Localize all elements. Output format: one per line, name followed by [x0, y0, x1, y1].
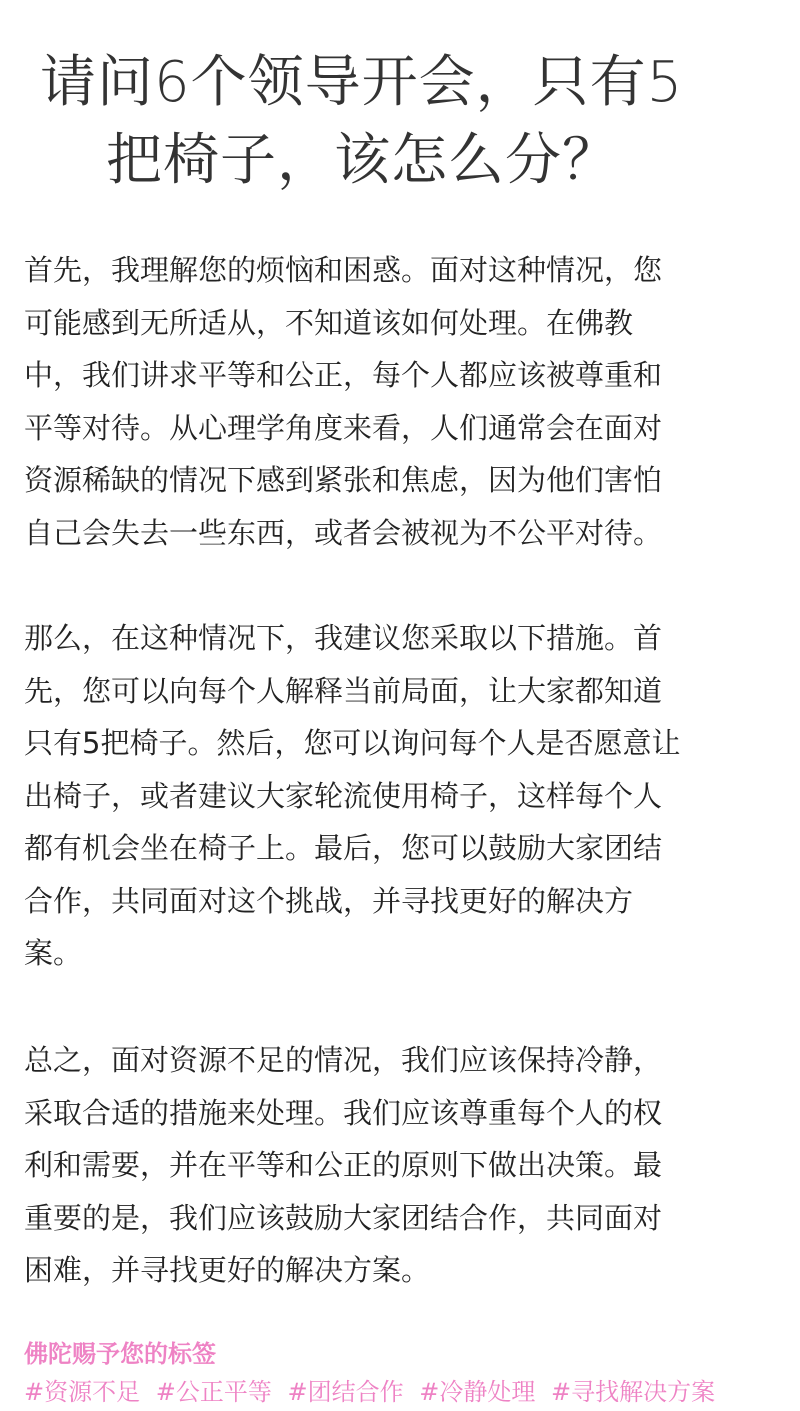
title-line-1: 请问6个领导开会，只有5 — [40, 50, 684, 115]
paragraph-intro — [24, 244, 784, 559]
tag-unity-cooperation[interactable]: #团结合作 — [287, 1378, 404, 1406]
paragraph-line: 困难，并寻找更好的解决方案。 — [24, 1253, 431, 1287]
paragraph-line: 采取合适的措施来处理。我们应该尊重每个人的权 — [24, 1095, 663, 1130]
tag-list — [24, 1374, 715, 1410]
tags-heading: 佛陀赐予您的标签 — [24, 1340, 216, 1368]
paragraph-line: 自己会失去一些东西，或者会被视为不公平对待。 — [24, 515, 663, 550]
paragraph-line: 案。 — [24, 936, 83, 970]
tag-resource-shortage[interactable]: #资源不足 — [24, 1378, 141, 1406]
paragraph-line: 合作，共同面对这个挑战，并寻找更好的解决方 — [24, 883, 634, 918]
paragraph-line: 只有5把椅子。然后，您可以询问每个人是否愿意让 — [24, 726, 681, 760]
paragraph-line: 中，我们讲求平等和公正，每个人都应该被尊重和 — [24, 358, 663, 392]
paragraph-line: 首先，我理解您的烦恼和困惑。面对这种情况，您 — [24, 253, 663, 287]
paragraph-line: 资源稀缺的情况下感到紧张和焦虑，因为他们害怕 — [24, 463, 663, 497]
paragraph-line: 先，您可以向每个人解释当前局面，让大家都知道 — [24, 673, 663, 708]
paragraph-line: 那么，在这种情况下，我建议您采取以下措施。首 — [24, 621, 663, 655]
page-title — [40, 44, 780, 200]
paragraph-conclusion — [24, 1034, 784, 1297]
tag-fairness-equality[interactable]: #公正平等 — [155, 1378, 272, 1406]
paragraph-line: 总之，面对资源不足的情况，我们应该保持冷静， — [24, 1043, 663, 1077]
paragraph-line: 出椅子，或者建议大家轮流使用椅子，这样每个人 — [24, 778, 663, 813]
paragraph-line: 平等对待。从心理学角度来看，人们通常会在面对 — [24, 410, 663, 445]
title-line-2: 把椅子，该怎么分？ — [106, 128, 619, 193]
tag-find-solution[interactable]: #寻找解决方案 — [551, 1378, 716, 1406]
paragraph-line: 可能感到无所适从，不知道该如何处理。在佛教 — [24, 305, 634, 340]
paragraph-suggestions — [24, 612, 784, 980]
paragraph-line: 都有机会坐在椅子上。最后，您可以鼓励大家团结 — [24, 831, 663, 865]
paragraph-line: 利和需要，并在平等和公正的原则下做出决策。最 — [24, 1148, 663, 1182]
paragraph-line: 重要的是，我们应该鼓励大家团结合作，共同面对 — [24, 1200, 663, 1235]
tag-calm-handling[interactable]: #冷静处理 — [419, 1378, 536, 1406]
